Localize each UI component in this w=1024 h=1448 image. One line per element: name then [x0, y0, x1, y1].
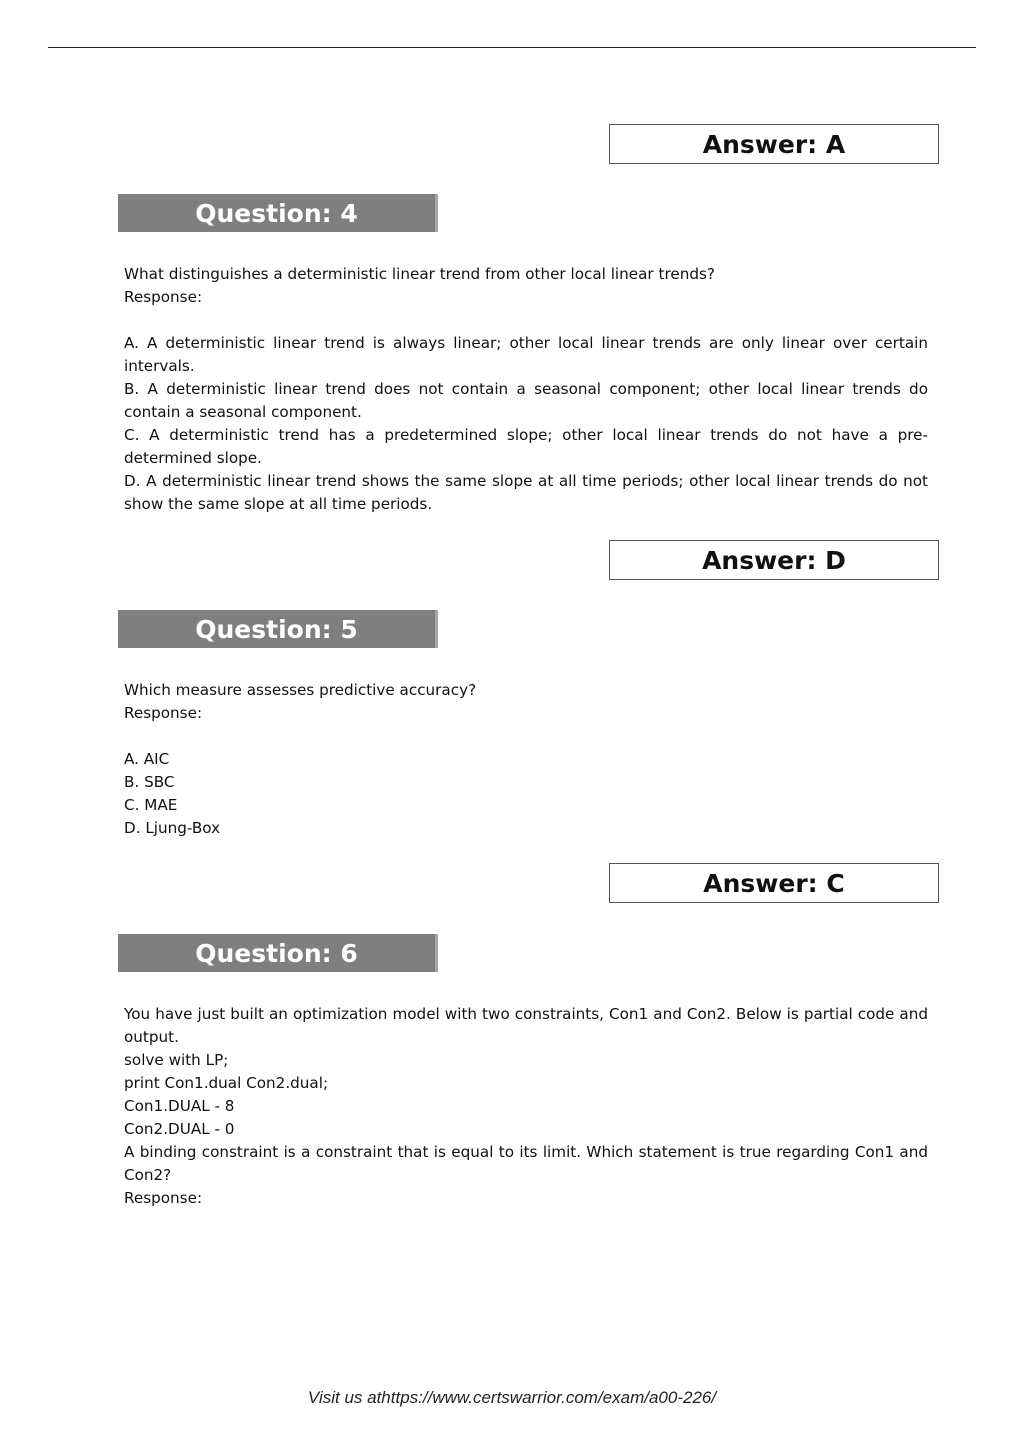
- question-6-prompt-2: A binding constraint is a constraint that is equal to its limit. Which statement is true regarding Con1 and Con2?: [124, 1143, 928, 1184]
- question-6-header: Question: 6: [118, 934, 438, 972]
- question-6-code-line: print Con1.dual Con2.dual;: [124, 1074, 329, 1092]
- question-5-prompt: Which measure assesses predictive accuracy?: [124, 681, 477, 699]
- question-6-prompt: You have just built an optimization model with two constraints, Con1 and Con2. Below is partial code and output.: [124, 1005, 928, 1046]
- answer-box-question-4: Answer: D: [609, 540, 939, 580]
- question-6-body: [124, 1003, 928, 1210]
- answer-box-question-3: Answer: A: [609, 124, 939, 164]
- question-5-body: [124, 679, 928, 840]
- question-5-option-a: A. AIC: [124, 750, 170, 768]
- question-5-header: Question: 5: [118, 610, 438, 648]
- answer-box-question-5: Answer: C: [609, 863, 939, 903]
- question-4-option-a: A. A deterministic linear trend is always linear; other local linear trends are only linear over certain intervals.: [124, 334, 928, 375]
- question-6-code-line: solve with LP;: [124, 1051, 229, 1069]
- question-4-prompt: What distinguishes a deterministic linear trend from other local linear trends?: [124, 265, 715, 283]
- question-4-header: Question: 4: [118, 194, 438, 232]
- question-4-response-label: Response:: [124, 288, 203, 306]
- question-4-option-c: C. A deterministic trend has a predetermined slope; other local linear trends do not have a pre-determined slope.: [124, 426, 928, 467]
- question-5-response-label: Response:: [124, 704, 203, 722]
- footer-link[interactable]: Visit us athttps://www.certswarrior.com/exam/a00-226/: [307, 1388, 717, 1407]
- question-4-option-b: B. A deterministic linear trend does not contain a seasonal component; other local linear trends do contain a seasonal component.: [124, 380, 928, 421]
- question-5-option-b: B. SBC: [124, 773, 175, 791]
- question-6-code-line: Con1.DUAL - 8: [124, 1097, 235, 1115]
- question-6-code-line: Con2.DUAL - 0: [124, 1120, 235, 1138]
- question-5-option-d: D. Ljung-Box: [124, 819, 221, 837]
- question-4-body: [124, 263, 928, 516]
- top-rule: [48, 47, 976, 48]
- question-4-option-d: D. A deterministic linear trend shows the same slope at all time periods; other local linear trends do not show the same slope at all time periods.: [124, 472, 928, 513]
- question-6-response-label: Response:: [124, 1189, 203, 1207]
- question-5-option-c: C. MAE: [124, 796, 178, 814]
